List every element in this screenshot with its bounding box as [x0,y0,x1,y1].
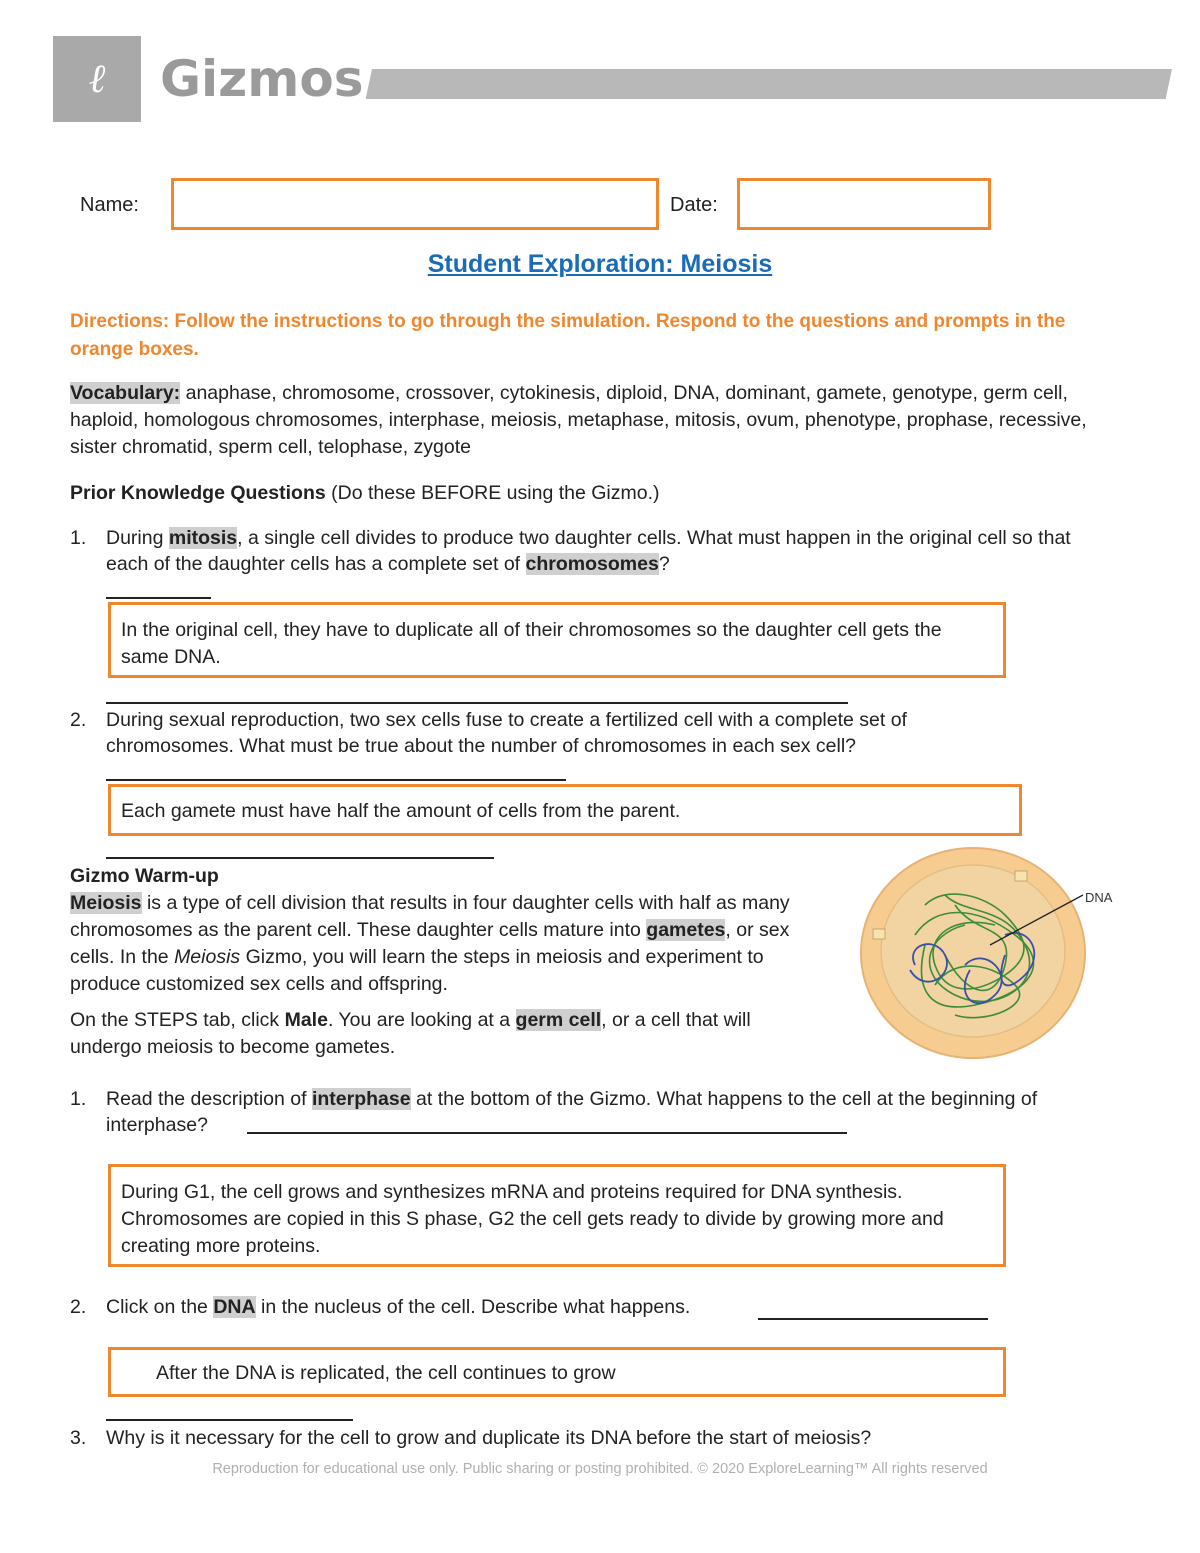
header-bar [366,69,1172,99]
gizmo-name: Meiosis [174,946,241,968]
prior-q1-pre: During [106,527,169,549]
prior-q1-text [106,525,1116,577]
prior-q1-number: 1. [70,527,87,549]
date-field[interactable] [737,178,991,230]
directions: Directions: Follow the instructions to go through the simulation. Respond to the questions and prompts in the orange boxes. [70,311,1066,360]
name-field[interactable] [171,178,659,230]
cell-nucleus [881,865,1065,1037]
term-meiosis: Meiosis [70,892,142,914]
dna-label: DNA [1085,890,1113,905]
prior-q1-answer-box[interactable]: In the original cell, they have to duplicate all of their chromosomes so the daughter cell gets the same DNA. [108,602,1006,678]
warmup-q1-number: 1. [70,1088,87,1110]
answer-rule [106,702,848,704]
warmup-p1b: , or sex cells. In the [70,919,790,968]
vocabulary-label: Vocabulary: [70,382,181,404]
organelle [1015,871,1027,881]
page-title: Student Exploration: Meiosis [427,250,773,278]
warmup-p2b: . You are looking at a [327,1009,516,1031]
term-chromosomes: chromosomes [525,553,659,575]
prior-q1-post: ? [658,553,670,575]
organelle [873,929,885,939]
warmup-q3-number: 3. [70,1427,87,1449]
warmup-q1-post: at the bottom of the Gizmo. What happens to the cell at the beginning of interphase? [106,1088,1038,1136]
warmup-paragraph-1 [70,890,800,998]
prior-q2-text: During sexual reproduction, two sex cells fuse to create a fertilized cell with a complete set of chromosomes. What must be true about the number of chromosomes in each sex cell? [106,709,907,757]
vocabulary-terms: anaphase, chromosome, crossover, cytokinesis, diploid, DNA, dominant, gamete, genotype, germ cell, haploid, homologous chromosomes, interphase, meiosis, metaphase, mitosis, ovum, phenotype, prophase, recessive, sister chromatid, sperm cell, telophase, zygote [70,382,1087,458]
warmup-section [70,863,800,1061]
prior-q2-answer-box[interactable]: Each gamete must have half the amount of cells from the parent. [108,784,1022,836]
prior-q2-number: 2. [70,709,87,731]
warmup-paragraph-2 [70,1007,760,1061]
term-mitosis: mitosis [168,527,238,549]
prior-note: (Do these BEFORE using the Gizmo.) [331,482,660,504]
footer-notice: Reproduction for educational use only. Public sharing or posting prohibited. © 2020 ExploreLearning™ All rights reserved [212,1461,988,1477]
germ-cell-figure [855,845,1135,1060]
name-label: Name: [80,194,139,216]
warmup-q1-text [106,1086,1121,1138]
warmup-p1a: is a type of cell division that results in four daughter cells with half as many chromosomes as the parent cell. These daughter cells mature into [70,892,790,941]
term-germ-cell: germ cell [515,1009,602,1031]
gizmos-logo [53,36,141,122]
answer-rule [247,1132,847,1134]
vocabulary [70,380,1135,461]
answer-rule [106,857,494,859]
warmup-q1-pre: Read the description of [106,1088,312,1110]
warmup-p2a: On the STEPS tab, click [70,1009,285,1031]
prior-heading: Prior Knowledge Questions [70,482,326,504]
prior-q1-mid: , a single cell divides to produce two daughter cells. What must happen in the original cell so that each of the daughter cells has a complete set of [106,527,1071,575]
brand-name: Gizmos [160,50,364,108]
answer-rule [758,1318,988,1320]
warmup-q3-text: Why is it necessary for the cell to grow and duplicate its DNA before the start of meiosis? [106,1427,872,1449]
warmup-p1c: Gizmo, you will learn the steps in meiosis and experiment to produce customized sex cells and offspring. [70,946,764,995]
answer-rule [106,779,566,781]
warmup-q2-answer-box[interactable]: After the DNA is replicated, the cell continues to grow [108,1347,1006,1397]
term-gametes: gametes [646,919,726,941]
logo-glyph: ℓ [88,56,106,102]
prior-knowledge-heading [70,480,660,507]
date-label: Date: [670,194,718,216]
term-dna: DNA [213,1296,256,1318]
warmup-heading: Gizmo Warm-up [70,865,219,887]
warmup-q2-number: 2. [70,1296,87,1318]
warmup-q2-text [106,1294,766,1320]
answer-rule [106,597,211,599]
term-male: Male [284,1009,328,1031]
warmup-q2-post: in the nucleus of the cell. Describe what happens. [255,1296,691,1318]
term-interphase: interphase [311,1088,411,1110]
answer-rule [106,1419,353,1421]
warmup-p2c: , or a cell that will undergo meiosis to become gametes. [70,1009,751,1058]
warmup-q1-answer-box[interactable]: During G1, the cell grows and synthesizes mRNA and proteins required for DNA synthesis. Chromosomes are copied in this S phase, G2 the cell gets ready to divide by growing more and creating more proteins. [108,1164,1006,1267]
warmup-q2-pre: Click on the [106,1296,214,1318]
